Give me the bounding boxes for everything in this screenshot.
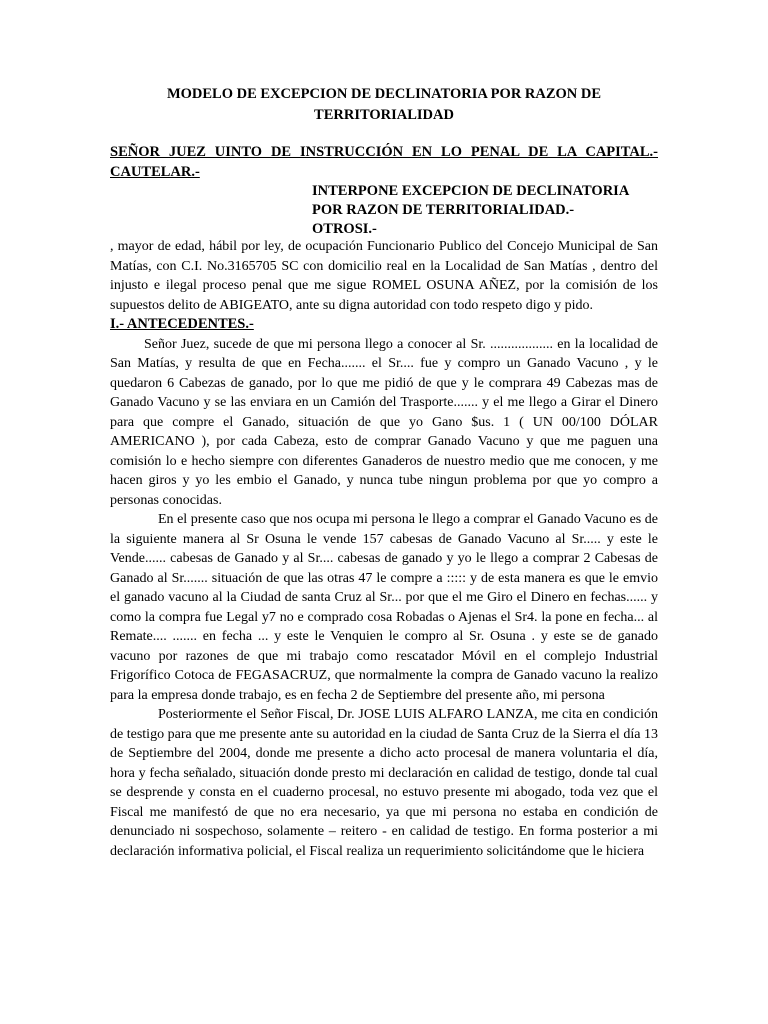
addressee-heading: SEÑOR JUEZ UINTO DE INSTRUCCIÓN EN LO PENAL DE LA CAPITAL.- CAUTELAR.-: [110, 144, 658, 180]
document-title: MODELO DE EXCEPCION DE DECLINATORIA POR RAZON DE TERRITORIALIDAD: [166, 86, 602, 123]
paragraph-antecedentes-2: En el presente caso que nos ocupa mi persona le llego a comprar el Ganado Vacuno es de la siguiente manera al Sr Osuna le vende 157 cabesas de Ganado Vacuno al Sr..... y este le Vende...... cabesas de Ganado y al Sr.... cabesas de ganado y yo le llego a comprar 2 Cabesas de Ganado al Sr....... situación de que las otras 47 le compre a ::::: y de esta manera es que le emvio el ganado vacuno al la Ciudad de santa Cruz al Sr... por que el me Giro el Dinero en fechas...... y como la compra fue Legal y7 no e comprado cosa Robadas o Ajenas el Sr4. la pone en fecha... al Remate.... ....... en fecha ... y este le Venquien le compro al Sr. Osuna . y este se de ganado vacuno por razones de que mi trabajo como rescatador Móvil en el complejo Industrial Frigorífico Cotoca de FEGASACRUZ, que normalmente la compra de Ganado vacuno la realizo para la empresa donde trabajo, es en fecha 2 de Septiembre del presente año, mi persona: [110, 512, 658, 703]
document-body: [110, 237, 658, 861]
paragraph-antecedentes-3: Posteriormente el Señor Fiscal, Dr. JOSE LUIS ALFARO LANZA, me cita en condición de testigo para que me presente ante su autoridad en la ciudad de Santa Cruz de la Sierra el día 13 de Septiembre del 2004, donde me presente a dicho acto procesal de manera voluntaria el día, hora y fecha señalado, situación donde presto mi declaración en calidad de testigo, donde tal cual se desprende y consta en el cuaderno procesal, no estuvo presente mi abogado, toda vez que el Fiscal me manifestó de que no era necesario, ya que mi persona no estaba en condición de denunciado ni sospechoso, solamente – reitero - en calidad de testigo. En forma posterior a mi declaración informativa policial, el Fiscal realiza un requerimiento solicitándome que le hiciera: [110, 707, 658, 859]
intro-paragraph: , mayor de edad, hábil por ley, de ocupación Funcionario Publico del Concejo Municipal de San Matías, con C.I. No.3165705 SC con domicilio real en la Localidad de San Matías , dentro del injusto e ilegal proceso penal que me sigue ROMEL OSUNA AÑEZ, por la comisión de los supuestos delito de ABIGEATO, ante su digna autoridad con todo respeto digo y pido.: [110, 239, 658, 313]
otrosi-line: OTROSI.-: [312, 221, 377, 237]
paragraph-antecedentes-1: Señor Juez, sucede de que mi persona llego a conocer al Sr. .................. en la localidad de San Matías, y resulta de que en Fecha....... el Sr.... fue y compro un Ganado Vacuno , y le quedaron 6 Cabezas de ganado, por lo que me pidió de que y le comprara 49 Cabezas mas de Ganado Vacuno y se las enviara en un Camión del Trasporte....... y el me llego a Girar el Dinero para que compre el Ganado, situación de que yo Gano $us. 1 ( UN 00/100 DÓLAR AMERICANO ), por cada Cabeza, esto de comprar Ganado Vacuno y que me paguen una comisión lo e hecho siempre con diferentes Ganaderos de nuestro medio que me conocen, y me hacen giros y yo les embio el Ganado, y nunca tube ningun problema por que yo compro a personas conocidas.: [110, 336, 658, 508]
subject-line: INTERPONE EXCEPCION DE DECLINATORIA POR RAZON DE TERRITORIALIDAD.-: [312, 183, 629, 218]
subject-block: [312, 182, 658, 239]
section-heading-antecedentes: I.- ANTECEDENTES.-: [110, 316, 254, 332]
